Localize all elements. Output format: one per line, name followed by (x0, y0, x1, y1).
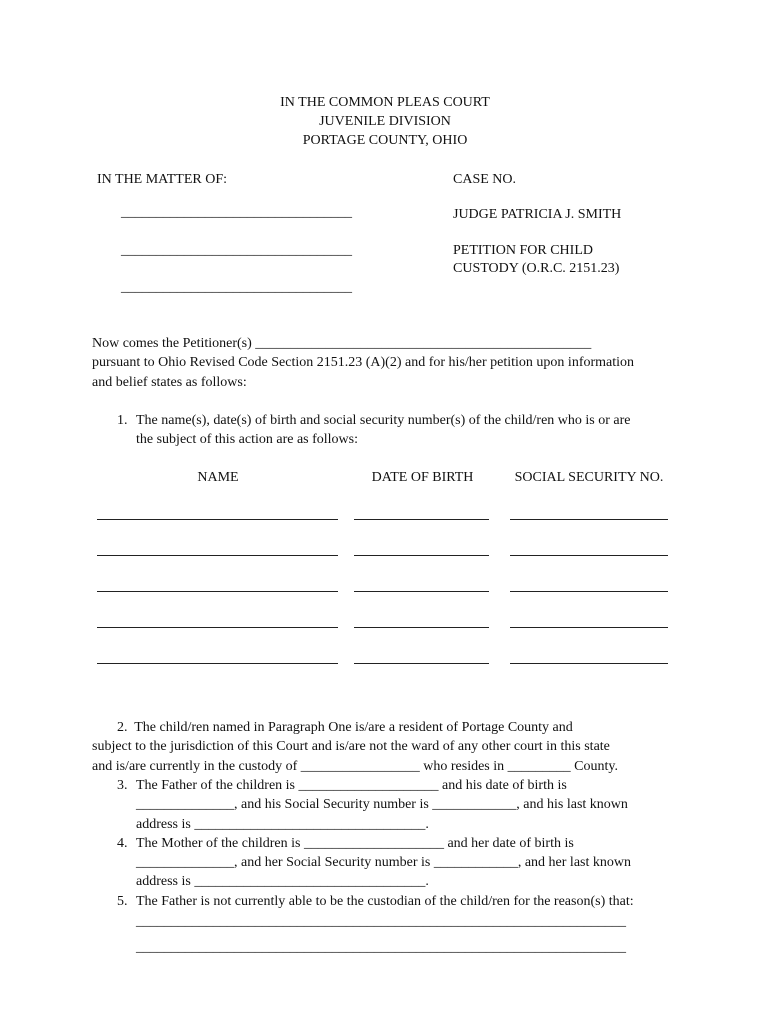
dob-blank[interactable] (354, 591, 489, 592)
ssn-blank[interactable] (510, 555, 668, 556)
division-name: JUVENILE DIVISION (319, 114, 451, 129)
item-3-line-2: ______________, and his Social Security number is ____________, and his last known (136, 797, 628, 812)
petition-title-line-2: CUSTODY (O.R.C. 2151.23) (453, 261, 620, 276)
dob-blank[interactable] (354, 555, 489, 556)
name-blank[interactable] (97, 519, 338, 520)
ssn-blank[interactable] (510, 591, 668, 592)
party-name-blank-3[interactable]: _________________________________ (121, 280, 352, 295)
ssn-blank[interactable] (510, 663, 668, 664)
dob-blank[interactable] (354, 627, 489, 628)
item-5-reason-blank-2[interactable]: ______________________________________________________________________ (136, 940, 626, 955)
dob-blank[interactable] (354, 663, 489, 664)
item-5-number: 5. (117, 894, 128, 909)
item-3-line-1: The Father of the children is ____________________ and his date of birth is (136, 778, 567, 793)
name-blank[interactable] (97, 555, 338, 556)
county-name: PORTAGE COUNTY, OHIO (302, 133, 468, 148)
item-3-line-3: address is _________________________________. (136, 817, 429, 832)
ssn-blank[interactable] (510, 627, 668, 628)
item-1-line-2: the subject of this action are as follows: (136, 432, 358, 447)
item-1-line-1: The name(s), date(s) of birth and social security number(s) of the child/ren who is or are (136, 413, 631, 428)
item-4-line-1: The Mother of the children is ____________________ and her date of birth is (136, 836, 574, 851)
item-4-line-2: ______________, and her Social Security number is ____________, and her last known (136, 855, 631, 870)
name-blank[interactable] (97, 591, 338, 592)
item-2-line-3: and is/are currently in the custody of _________________ who resides in _________ County. (92, 759, 618, 774)
intro-line-1: Now comes the Petitioner(s) ________________________________________________ (92, 336, 592, 351)
dob-blank[interactable] (354, 519, 489, 520)
petition-title-line-1: PETITION FOR CHILD (453, 243, 593, 258)
item-3-number: 3. (117, 778, 128, 793)
name-blank[interactable] (97, 663, 338, 664)
court-name: IN THE COMMON PLEAS COURT (280, 95, 490, 110)
name-blank[interactable] (97, 627, 338, 628)
item-1-number: 1. (117, 413, 128, 428)
col-header-ssn: SOCIAL SECURITY NO. (514, 470, 664, 485)
item-2-line-2: subject to the jurisdiction of this Court and is/are not the ward of any other court in this state (92, 739, 610, 754)
item-5-reason-blank-1[interactable]: ______________________________________________________________________ (136, 914, 626, 929)
col-header-name: NAME (197, 470, 239, 485)
party-name-blank-2[interactable]: _________________________________ (121, 243, 352, 258)
item-4-number: 4. (117, 836, 128, 851)
ssn-blank[interactable] (510, 519, 668, 520)
matter-label: IN THE MATTER OF: (97, 172, 228, 187)
party-name-blank-1[interactable]: _________________________________ (121, 205, 352, 220)
judge-name: JUDGE PATRICIA J. SMITH (453, 207, 622, 222)
item-2-line-1: 2. The child/ren named in Paragraph One is/are a resident of Portage County and (117, 720, 573, 735)
intro-line-3: and belief states as follows: (92, 375, 247, 390)
case-number-label: CASE NO. (453, 172, 517, 187)
item-4-line-3: address is _________________________________. (136, 874, 429, 889)
col-header-dob: DATE OF BIRTH (371, 470, 474, 485)
intro-line-2: pursuant to Ohio Revised Code Section 2151.23 (A)(2) and for his/her petition upon information (92, 355, 635, 370)
item-5-line-1: The Father is not currently able to be the custodian of the child/ren for the reason(s) that: (136, 894, 634, 909)
